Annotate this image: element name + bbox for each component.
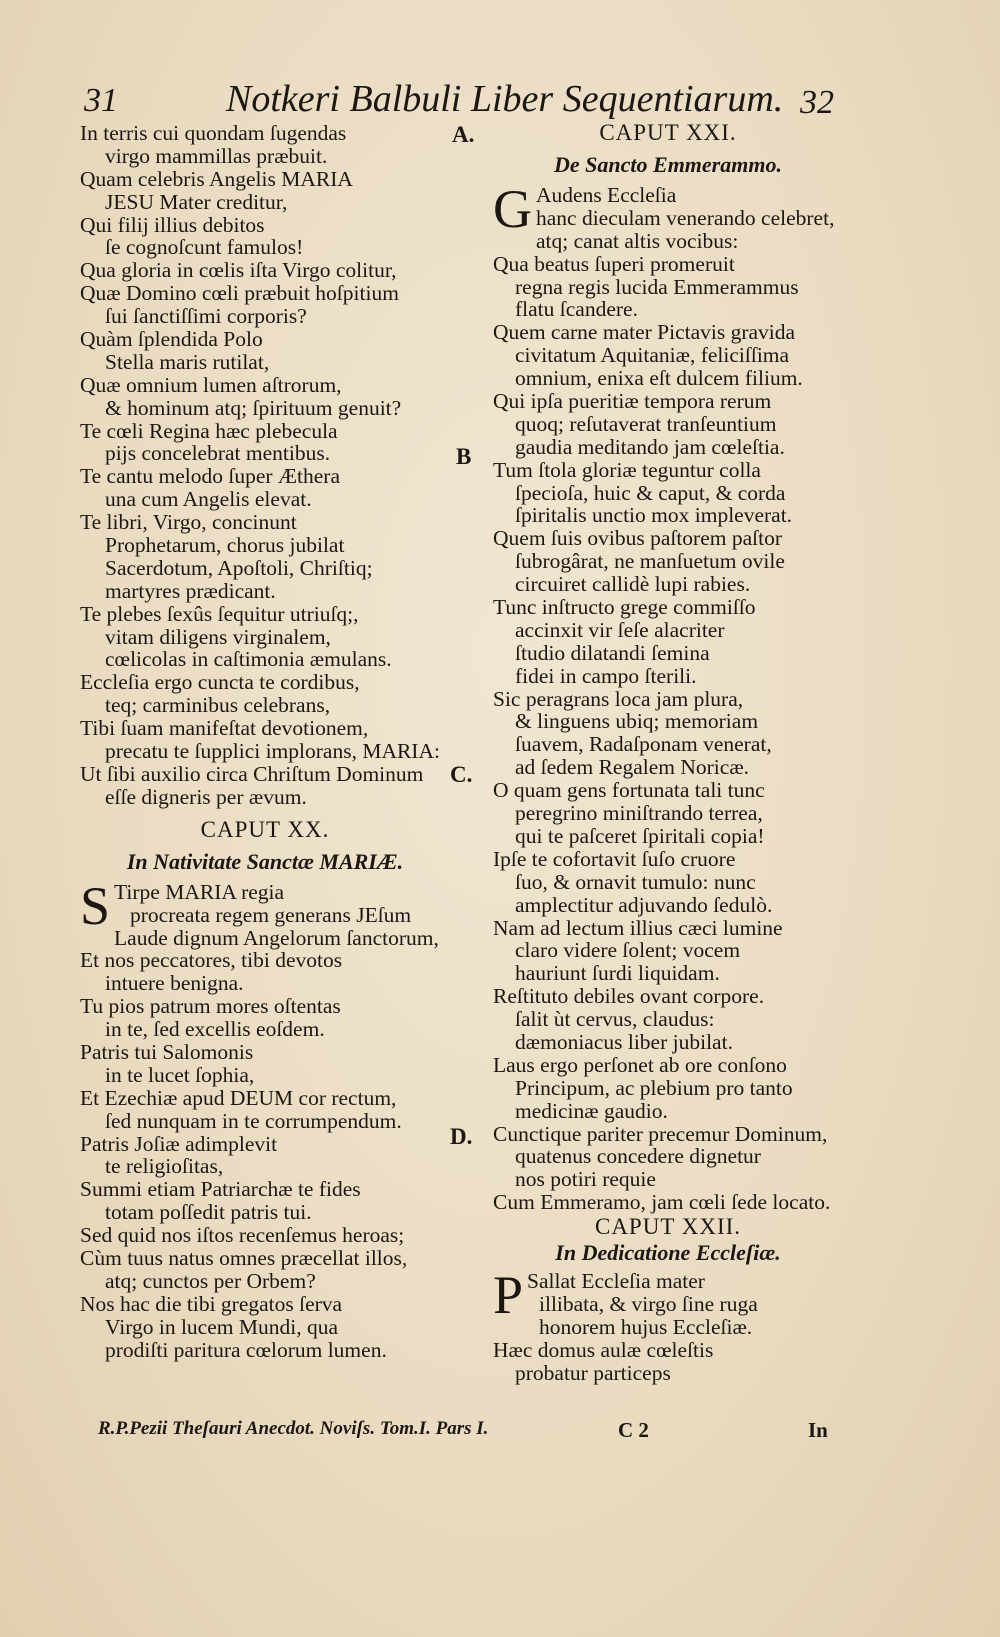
text-line: Te plebes ſexûs ſequitur utriuſq;, (80, 601, 359, 626)
text-line: gaudia meditando jam cœleſtia. (515, 434, 785, 459)
text-line: Laude dignum Angelorum ſanctorum, (114, 925, 439, 950)
text-line: Nam ad lectum illius cæci lumine (493, 915, 783, 940)
text-line: ſuo, & ornavit tumulo: nunc (515, 869, 756, 894)
text-line: totam poſſedit patris tui. (105, 1200, 312, 1225)
text-line: Patris Joſiæ adimplevit (80, 1131, 278, 1156)
text-line: Quem ſuis ovibus paſtorem paſtor (493, 526, 783, 551)
text-line: Tunc inſtructo grege commiſſo (493, 595, 756, 620)
text-line: Hæc domus aulæ cœleſtis (493, 1337, 714, 1362)
text-line: ſtudio dilatandi ſemina (515, 640, 710, 665)
text-line: una cum Angelis elevat. (105, 487, 312, 512)
text-line: Quem carne mater Pictavis gravida (493, 320, 796, 345)
text-line: Quæ Domino cœli præbuit hoſpitium (80, 281, 399, 306)
drop-cap-s: S (80, 875, 111, 936)
footer-source: R.P.Pezii Theſauri Anecdot. Noviſs. Tom.I. Pars I. (98, 1418, 489, 1439)
text-line: prodiſti paritura cœlorum lumen. (105, 1337, 387, 1362)
text-line: Ipſe te cofortavit ſuſo cruore (493, 846, 736, 871)
text-line: martyres prædicant. (105, 578, 276, 603)
text-line: medicinæ gaudio. (515, 1098, 668, 1123)
text-line: qui te paſceret ſpiritali copia! (515, 823, 765, 848)
text-line: Cum Emmeramo, jam cœli ſede locato. (493, 1190, 831, 1215)
text-line: Sallat Eccleſia mater (527, 1269, 705, 1294)
text-line: Principum, ac plebium pro tanto (515, 1075, 793, 1100)
text-line: Tum ſtola gloriæ teguntur colla (493, 457, 761, 482)
text-line: Quæ omnium lumen aſtrorum, (80, 372, 342, 397)
margin-letter-b: B (456, 444, 472, 469)
text-line: Ut ſibi auxilio circa Chriſtum Dominum (80, 761, 424, 786)
text-line: Sic peragrans loca jam plura, (493, 686, 744, 711)
text-line: Sed quid nos iſtos recenſemus heroas; (80, 1223, 405, 1248)
text-line: illibata, & virgo ſine ruga (539, 1291, 758, 1316)
text-line: Summi etiam Patriarchæ te fides (80, 1177, 361, 1202)
text-line: ſpecioſa, huic & caput, & corda (515, 480, 786, 505)
text-line: Qua beatus ſuperi promeruit (493, 251, 735, 276)
text-line: Cunctique pariter precemur Dominum, (493, 1121, 828, 1146)
caput-xxi-heading: CAPUT XXI. (599, 120, 737, 145)
text-line: Patris tui Salomonis (80, 1039, 254, 1064)
text-line: Qua gloria in cœlis iſta Virgo colitur, (80, 258, 397, 283)
margin-letter-c: C. (450, 762, 473, 787)
text-line: Eccleſia ergo cuncta te cordibus, (80, 670, 360, 695)
caput-xxi-title: De Sancto Emmerammo. (554, 152, 782, 177)
text-line: teq; carminibus celebrans, (105, 693, 331, 718)
text-line: O quam gens fortunata tali tunc (493, 778, 765, 803)
drop-cap-g: G (493, 179, 532, 239)
text-line: & linguens ubiq; memoriam (515, 709, 759, 734)
text-line: flatu ſcandere. (515, 297, 638, 322)
caput-xx-heading: CAPUT XX. (200, 816, 330, 842)
text-line: Laus ergo perſonet ab ore conſono (493, 1052, 787, 1077)
text-line: Prophetarum, chorus jubilat (105, 533, 345, 558)
text-line: fidei in campo ſterili. (515, 663, 697, 688)
text-line: Audens Eccleſia (536, 183, 677, 207)
text-line: in te lucet ſophia, (105, 1062, 255, 1087)
text-line: ſubrogârat, ne manſuetum ovile (515, 549, 785, 574)
text-line: In terris cui quondam ſugendas (80, 121, 347, 145)
text-line: quatenus concedere dignetur (515, 1144, 761, 1169)
text-line: atq; cunctos per Orbem? (105, 1268, 316, 1293)
text-line: cœlicolas in caſtimonia æmulans. (105, 647, 392, 672)
caput-xx-title: In Nativitate Sanctæ MARIÆ. (126, 848, 404, 874)
text-line: claro videre ſolent; vocem (515, 938, 741, 963)
signature-mark: C 2 (618, 1418, 649, 1442)
text-line: intuere benigna. (105, 971, 244, 996)
text-line: Te libri, Virgo, concinunt (80, 510, 297, 535)
text-line: hanc dieculam venerando celebret, (536, 205, 835, 230)
drop-cap-p: P (493, 1265, 524, 1326)
right-page-number: 32 (800, 84, 834, 121)
text-line: Qui ipſa pueritiæ tempora rerum (493, 389, 772, 414)
text-line: accinxit vir ſeſe alacriter (515, 617, 725, 642)
text-line: ſe cognoſcunt famulos! (105, 235, 304, 260)
text-line: civitatum Aquitaniæ, feliciſſima (515, 343, 790, 368)
running-title: Notkeri Balbuli Liber Sequentiarum. (226, 78, 784, 120)
text-line: ſuavem, Radaſponam venerat, (515, 732, 772, 757)
text-line: precatu te ſupplici implorans, MARIA: (105, 739, 440, 764)
text-line: virgo mammillas præbuit. (105, 143, 328, 168)
text-line: procreata regem generans JEſum (130, 902, 412, 927)
margin-letter-a: A. (452, 122, 475, 147)
text-line: ſpiritalis unctio mox impleverat. (515, 503, 793, 528)
text-line: ſed nunquam in te corrumpendum. (105, 1108, 402, 1133)
text-line: honorem hujus Eccleſiæ. (539, 1314, 753, 1339)
margin-letter-d: D. (450, 1124, 473, 1149)
text-line: ſui ſanctiſſimi corporis? (105, 304, 307, 329)
text-line: Virgo in lucem Mundi, qua (105, 1314, 338, 1339)
text-line: Tu pios patrum mores oſtentas (80, 994, 341, 1019)
text-line: Nos hac die tibi gregatos ſerva (80, 1291, 343, 1316)
text-line: ſalit ùt cervus, claudus: (515, 1007, 715, 1032)
text-line: Quam celebris Angelis MARIA (80, 166, 353, 191)
text-line: & hominum atq; ſpirituum genuit? (105, 395, 402, 420)
left-page-number: 31 (84, 82, 118, 119)
text-line: te religioſitas, (105, 1154, 224, 1179)
catchword: In (808, 1418, 828, 1442)
text-line: Qui filij illius debitos (80, 212, 265, 237)
text-line: Stella maris rutilat, (105, 349, 270, 374)
text-line: quoq; reſutaverat tranſeuntium (515, 411, 777, 436)
text-line: regna regis lucida Emmerammus (515, 274, 799, 299)
text-line: atq; canat altis vocibus: (536, 228, 739, 253)
text-line: Tirpe MARIA regia (114, 879, 285, 904)
text-line: Tibi ſuam manifeſtat devotionem, (80, 716, 369, 741)
text-line: peregrino miniſtrando terrea, (515, 801, 763, 826)
caput-xxii-heading: CAPUT XXII. (594, 1214, 742, 1240)
text-line: Te cantu melodo ſuper Æthera (80, 464, 340, 489)
text-line: in te, ſed excellis eoſdem. (105, 1017, 325, 1042)
text-line: dæmoniacus liber jubilat. (515, 1029, 733, 1054)
text-line: circuiret callidè lupi rabies. (515, 572, 751, 597)
text-line: Sacerdotum, Apoſtoli, Chriſtiq; (105, 555, 373, 580)
text-line: Et nos peccatores, tibi devotos (80, 948, 343, 973)
text-line: probatur particeps (515, 1360, 671, 1385)
caput-xxii-title: In Dedicatione Eccleſiæ. (555, 1240, 781, 1266)
text-line: Cùm tuus natus omnes præcellat illos, (80, 1245, 408, 1270)
text-line: Te cœli Regina hæc plebecula (80, 418, 338, 443)
left-column (80, 122, 450, 1361)
text-line: pijs concelebrat mentibus. (105, 441, 331, 466)
text-line: Quàm ſplendida Polo (80, 327, 263, 352)
right-column (493, 122, 843, 1385)
text-line: eſſe digneris per ævum. (105, 784, 307, 809)
text-line: Reſtituto debiles ovant corpore. (493, 984, 765, 1009)
text-line: amplectitur adjuvando ſedulò. (515, 892, 773, 917)
text-line: Et Ezechiæ apud DEUM cor rectum, (80, 1085, 397, 1110)
text-line: vitam diligens virginalem, (105, 624, 331, 649)
text-line: omnium, enixa eſt dulcem filium. (515, 366, 803, 391)
text-line: hauriunt ſurdi liquidam. (515, 961, 720, 986)
text-line: JESU Mater creditur, (105, 189, 288, 214)
text-line: nos potiri requie (515, 1167, 656, 1192)
text-line: ad ſedem Regalem Noricæ. (515, 755, 750, 780)
